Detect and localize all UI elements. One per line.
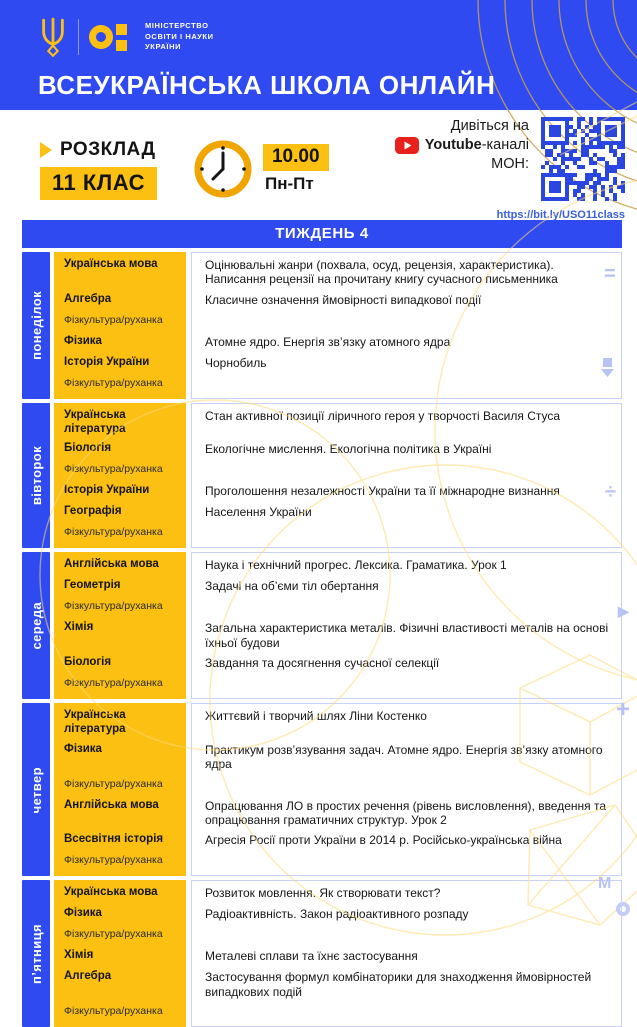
subject-label: Українська мова [64, 886, 158, 899]
divide-icon: ÷ [605, 481, 616, 503]
lesson-topic: Наука і технічний прогрес. Лексика. Граматика. Урок 1 [205, 558, 507, 573]
subject-label: Історія України [64, 484, 150, 497]
subject-label: Фізкультура/руханка [64, 854, 163, 867]
logo-divider [78, 19, 79, 55]
letter-m-icon: M [598, 875, 612, 892]
lesson-topic: Розвиток мовлення. Як створювати текст? [205, 886, 441, 901]
equals-icon: = [604, 263, 616, 285]
lesson-topic: Населення України [205, 505, 312, 520]
day-name-label: четвер [22, 703, 50, 876]
subject-label: Фізкультура/руханка [64, 777, 163, 790]
lesson-topic [191, 457, 622, 478]
lesson-topic: Екологічне мислення. Екологічна політика в Україні [205, 442, 492, 457]
lesson-topic: Оцінювальні жанри (похвала, осуд, рецензія, характеристика). Написання рецензії на прочитану книгу сучасного письменника [205, 258, 558, 287]
subject-label: Алгебра [64, 292, 112, 305]
youtube-icon [395, 137, 419, 154]
youtube-channel-word: -каналі [481, 136, 529, 153]
lesson-topic: Стан активної позиції ліричного героя у творчості Василя Стуса [205, 408, 561, 423]
lesson-topic: Атомне ядро. Енергія зв’язку атомного ядра [205, 334, 451, 349]
play-icon: ▶ [618, 603, 629, 619]
day-schedule-grid [54, 252, 622, 399]
lesson-topic [191, 772, 622, 793]
subject-label: Біологія [64, 442, 112, 455]
subject-label: Алгебра [64, 970, 112, 983]
lesson-topic [191, 594, 622, 615]
schedule-label: РОЗКЛАД [60, 138, 156, 160]
subject-label: Фізика [64, 334, 102, 347]
subject-label: Всесвітня історія [64, 833, 164, 846]
subject-label: Фізкультура/руханка [64, 463, 163, 476]
subject-label: Українська література [64, 709, 126, 735]
lesson-topic: Проголошення незалежності України та її міжнародне визнання [205, 484, 560, 499]
lesson-topic: Практикум розв’язування задач. Атомне ядро. Енергія зв’язку атомного ядра [205, 742, 603, 772]
clock-icon [193, 139, 253, 199]
schedule-content [22, 220, 622, 1027]
subject-label: Фізкультура/руханка [64, 313, 163, 326]
subject-label: Фізкультура/руханка [64, 1005, 163, 1018]
subject-label: Фізкультура/руханка [64, 376, 163, 389]
lesson-topic: Життєвий і творчий шлях Ліни Костенко [205, 709, 427, 724]
day-name-label: вівторок [22, 403, 50, 549]
class-badge: 11 КЛАС [40, 167, 157, 200]
day-section [22, 880, 622, 1027]
day-schedule-grid [54, 703, 622, 876]
lesson-topic [191, 308, 622, 329]
subject-label: Українська література [64, 408, 126, 435]
day-section [22, 552, 622, 699]
subject-label: Українська мова [64, 258, 158, 270]
mon-colon-icon [116, 24, 127, 51]
lesson-topic: Металеві сплави та їхнє застосування [205, 949, 418, 964]
day-section [22, 703, 622, 876]
subject-label: Історія України [64, 355, 150, 368]
header [0, 0, 637, 110]
subject-label: Фізкультура/руханка [64, 677, 163, 690]
trident-icon [38, 16, 68, 58]
lesson-topic [191, 922, 622, 943]
subject-label: Фізкультура/руханка [64, 526, 163, 539]
mon-logo [89, 24, 127, 51]
page-title: ВСЕУКРАЇНСЬКА ШКОЛА ОНЛАЙН [38, 70, 496, 100]
ministry-line: ОСВІТИ І НАУКИ [145, 31, 214, 41]
lesson-topic: Класичне означення ймовірності випадкової події [205, 292, 482, 307]
youtube-link[interactable]: https://bit.ly/USO11class [496, 209, 625, 221]
day-section [22, 403, 622, 549]
day-section [22, 252, 622, 399]
time-block [193, 139, 329, 199]
youtube-caption-line1: Дивіться на [450, 118, 529, 134]
ministry-line: УКРАЇНИ [145, 42, 182, 52]
day-schedule-grid [54, 403, 622, 549]
lesson-topic [191, 848, 622, 869]
day-name-label: п’ятниця [22, 880, 50, 1027]
day-schedule-grid [54, 552, 622, 699]
day-name-label: середа [22, 552, 50, 699]
subject-label: Англійська мова [64, 798, 159, 811]
days-range-label: Пн-Пт [264, 174, 314, 193]
schedule-block [40, 139, 157, 200]
lesson-topic [191, 671, 622, 692]
lesson-topic [191, 371, 622, 392]
lesson-topic: Застосування формул комбінаторики для знаходження ймовірностей випадкових подій [205, 970, 592, 999]
lesson-topic: Задачі на об’єми тіл обертання [205, 579, 379, 594]
lesson-topic: Опрацювання ЛО в простих речення (рівень висловлення), введення та опрацювання граматичних структур. Урок 2 [205, 798, 607, 827]
youtube-caption [395, 117, 529, 174]
arrow-right-icon [40, 142, 52, 158]
subject-label: Географія [64, 505, 122, 518]
lesson-topic: Загальна характеристика металів. Фізичні властивості металів на основі їхньої будови [205, 621, 609, 650]
day-name-label: понеділок [22, 252, 50, 399]
youtube-caption-line3: МОН: [491, 155, 529, 172]
subject-label: Біологія [64, 656, 112, 669]
subject-label: Хімія [64, 949, 94, 962]
lesson-topic: Завдання та досягнення сучасної селекції [205, 656, 440, 671]
day-schedule-grid [54, 880, 622, 1027]
info-bar [0, 110, 637, 221]
subject-label: Геометрія [64, 579, 121, 592]
subject-label: Фізика [64, 742, 102, 755]
subject-label: Хімія [64, 621, 94, 634]
week-banner: ТИЖДЕНЬ 4 [22, 220, 622, 248]
youtube-word: Youtube [424, 136, 482, 153]
qr-code [541, 117, 625, 206]
subject-label: Фізика [64, 907, 102, 920]
lesson-topic: Чорнобиль [205, 355, 267, 370]
youtube-block [395, 117, 625, 221]
lesson-topic: Радіоактивність. Закон радіоактивного розпаду [205, 907, 469, 922]
plus-icon: + [616, 696, 631, 723]
lesson-time-badge: 10.00 [263, 144, 329, 171]
ministry-name [145, 21, 214, 54]
subject-label: Фізкультура/руханка [64, 600, 163, 613]
lesson-topic: Агресія Росії проти України в 2014 р. Російсько-українська війна [205, 833, 562, 848]
lesson-topic [191, 520, 622, 541]
days-list [22, 252, 622, 1027]
lesson-topic [191, 999, 622, 1020]
ministry-logo [38, 16, 214, 58]
subject-label: Англійська мова [64, 558, 159, 571]
subject-label: Фізкультура/руханка [64, 928, 163, 941]
mon-ring-icon [89, 25, 113, 49]
ministry-line: МІНІСТЕРСТВО [145, 20, 209, 30]
